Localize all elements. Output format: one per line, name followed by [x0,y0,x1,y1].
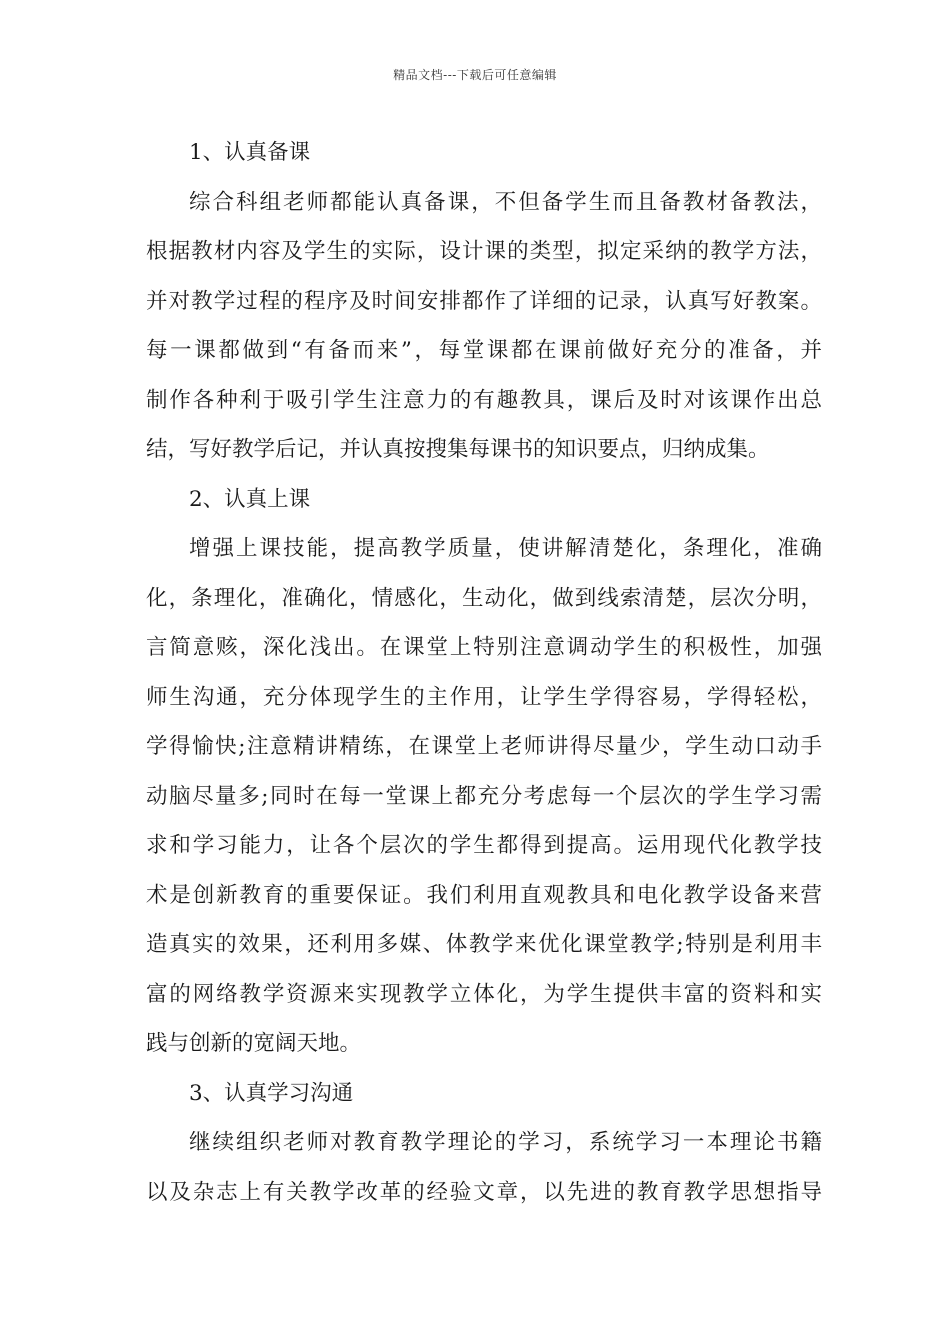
paragraph-line: 言简意赅，深化浅出。在课堂上特别注意调动学生的积极性，加强 [146,635,822,660]
paragraph-line: 富的网络教学资源来实现教学立体化，为学生提供丰富的资料和实 [146,981,822,1007]
paragraph-line: 求和学习能力，让各个层次的学生都得到提高。运用现代化教学技 [146,833,822,858]
paragraph-line: 增强上课技能，提高教学质量，使讲解清楚化，条理化，准确 [189,536,822,561]
paragraph-line: 每一课都做到“有备而来”，每堂课都在课前做好充分的准备，并 [146,338,822,363]
paragraph-line: 以及杂志上有关教学改革的经验文章，以先进的教育教学思想指导 [146,1179,822,1205]
paragraph-line: 动脑尽量多;同时在每一堂课上都充分考虑每一个层次的学生学习需 [146,783,822,809]
paragraph-line: 师生沟通，充分体现学生的主作用，让学生学得容易，学得轻松， [146,684,822,710]
paragraph-line: 结，写好教学后记，并认真按搜集每课书的知识要点，归纳成集。 [146,437,770,462]
paragraph-line: 综合科组老师都能认真备课，不但备学生而且备教材备教法， [189,189,822,215]
section-heading: 3、认真学习沟通 [189,1080,354,1106]
paragraph-line: 术是创新教育的重要保证。我们利用直观教具和电化教学设备来营 [146,882,822,908]
document-body [146,128,822,1217]
paragraph-line: 化，条理化，准确化，情感化，生动化，做到线索清楚，层次分明， [146,585,822,611]
paragraph-line: 学得愉快;注意精讲精练，在课堂上老师讲得尽量少，学生动口动手 [146,734,822,759]
paragraph-line: 根据教材内容及学生的实际，设计课的类型，拟定采纳的教学方法， [146,239,822,264]
paragraph-line: 继续组织老师对教育教学理论的学习，系统学习一本理论书籍 [189,1130,822,1155]
paragraph-line: 并对教学过程的程序及时间安排都作了详细的记录，认真写好教案。 [146,288,822,314]
paragraph-line: 制作各种利于吸引学生注意力的有趣教具，课后及时对该课作出总 [146,387,822,413]
paragraph-line: 造真实的效果，还利用多媒、体教学来优化课堂教学;特别是利用丰 [146,932,822,957]
paragraph-line: 践与创新的宽阔天地。 [146,1031,362,1056]
section-heading: 2、认真上课 [189,486,311,512]
page-header: 精品文档---下载后可任意编辑 [393,68,557,82]
section-heading: 1、认真备课 [189,140,311,165]
